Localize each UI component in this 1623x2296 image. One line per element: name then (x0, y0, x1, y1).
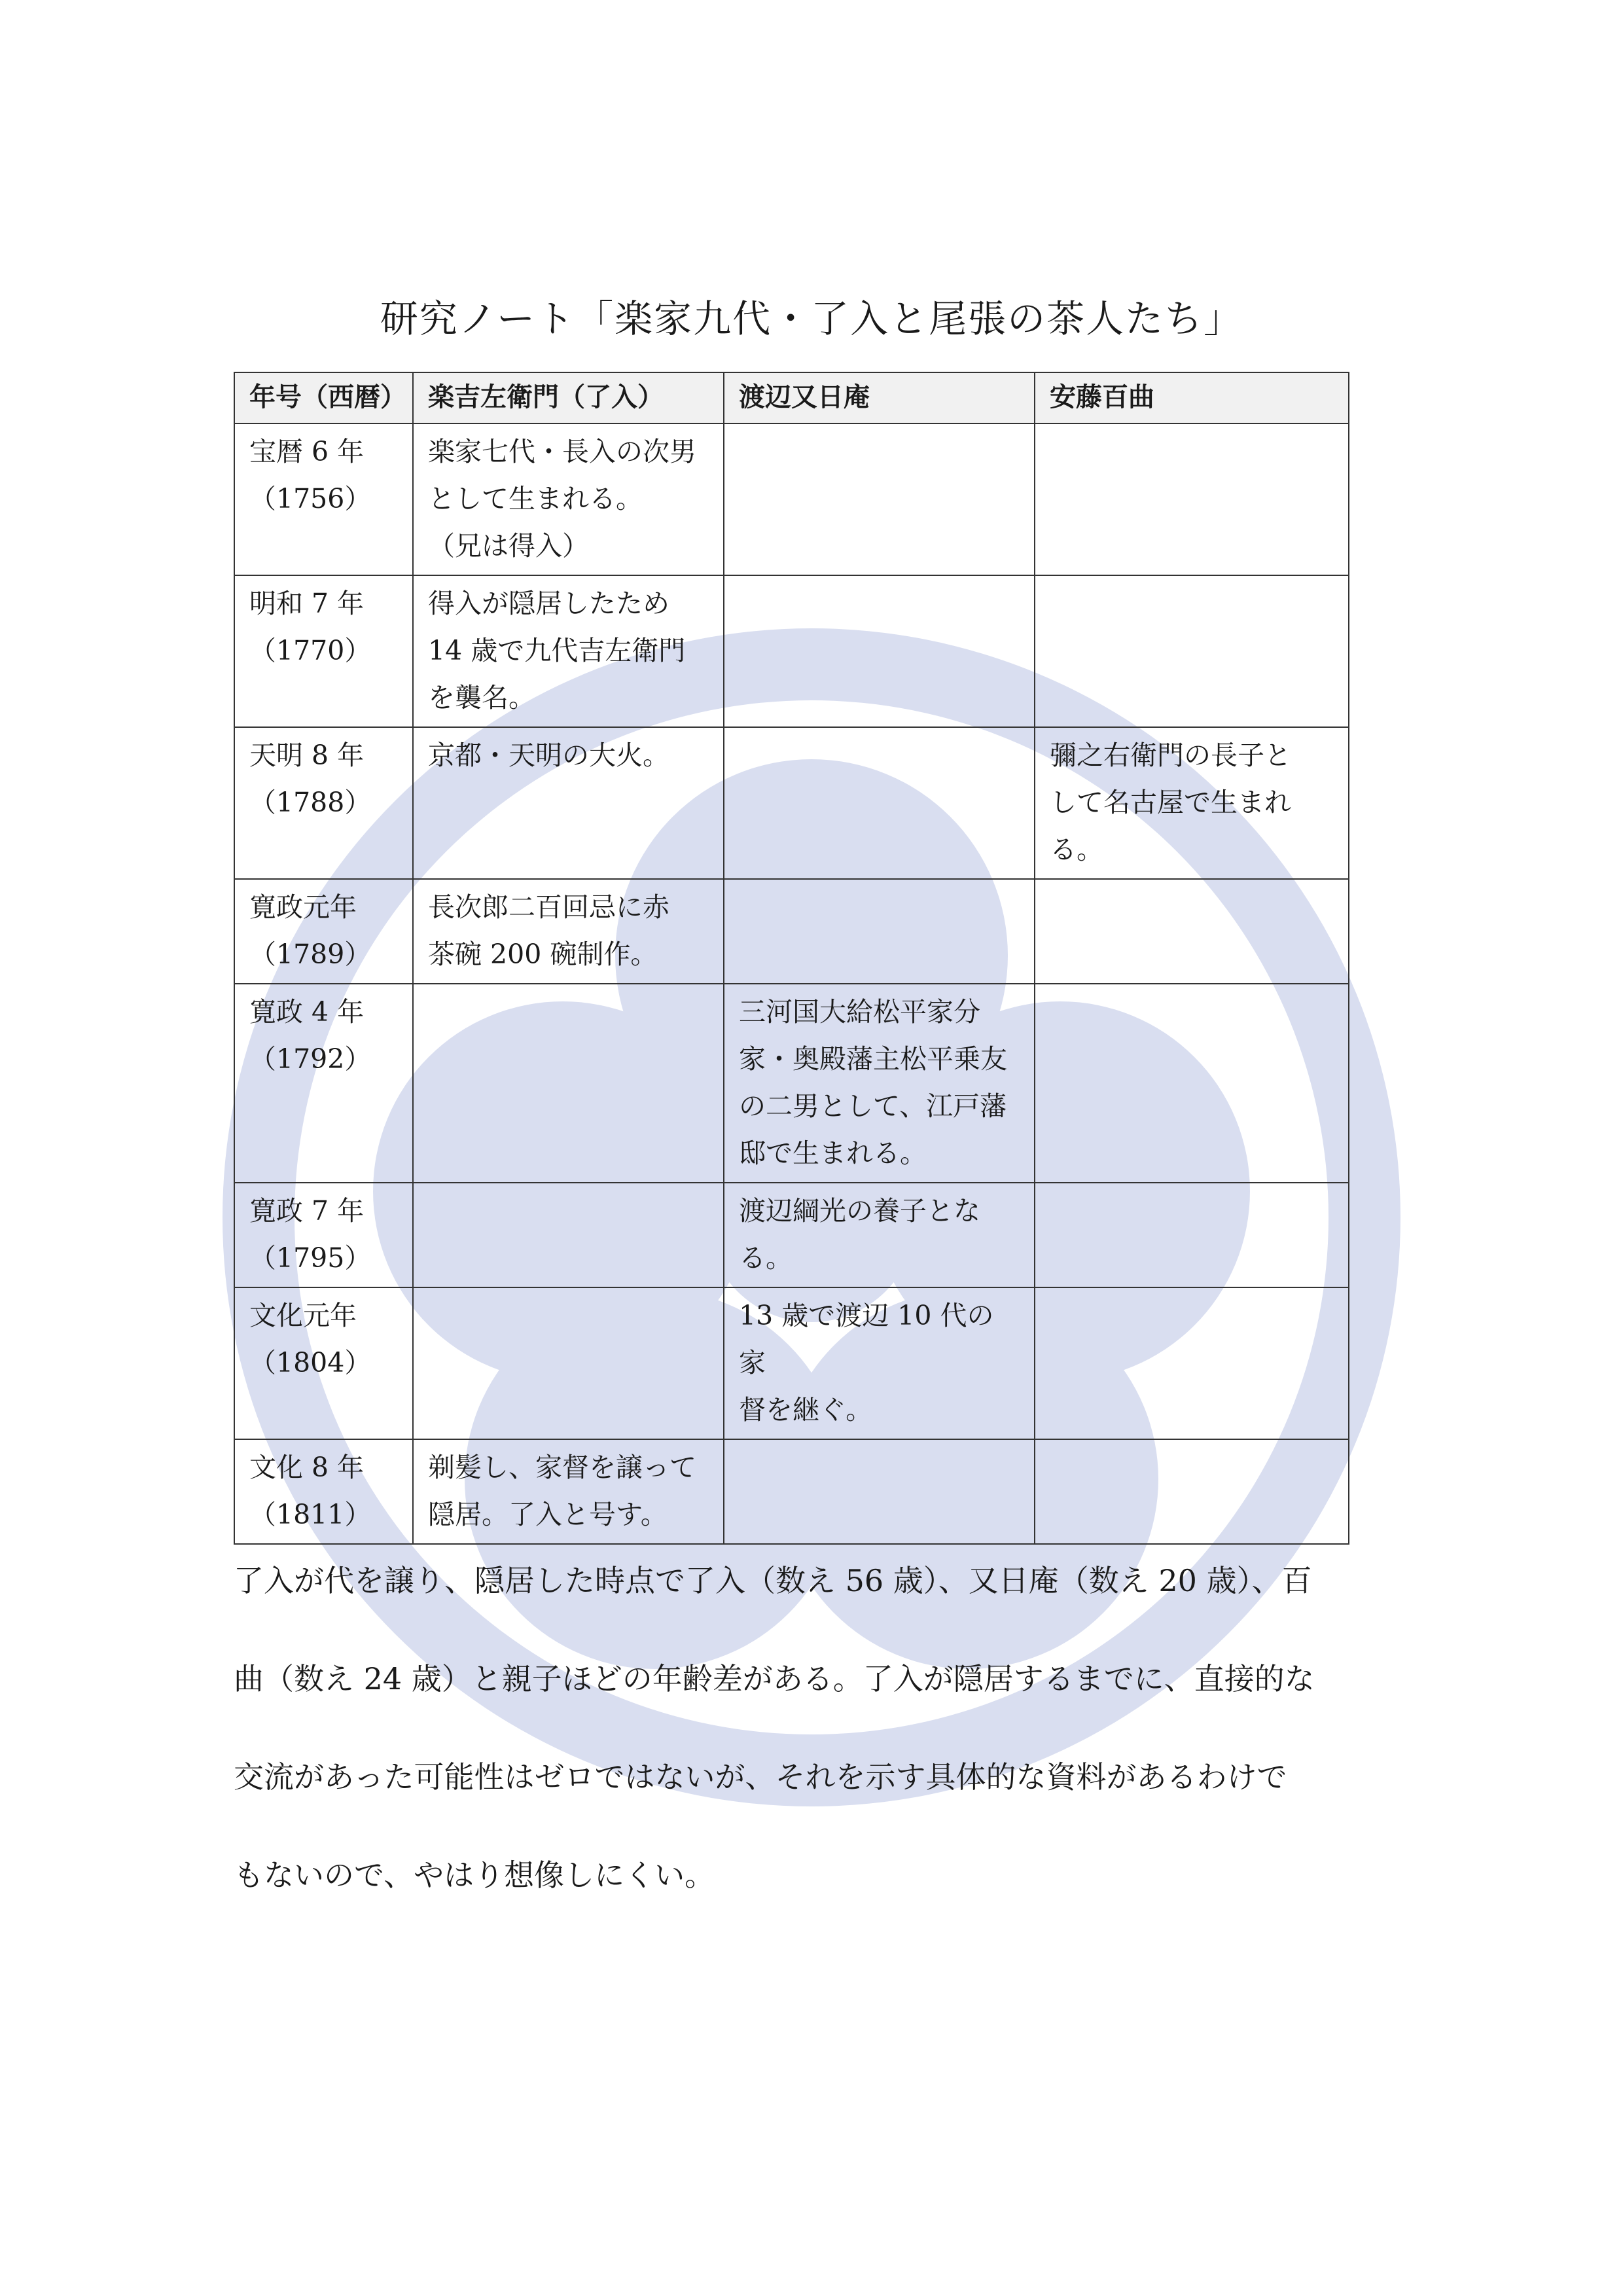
cell-watanabe (724, 1439, 1035, 1544)
cell-watanabe (724, 1287, 1035, 1439)
cell-text: 宝暦 6 年 （1756） (249, 436, 372, 514)
table-row (234, 575, 1349, 727)
cell-text: 寛政 4 年 （1792） (249, 996, 372, 1075)
page-title: 研究ノート「楽家九代・了入と尾張の茶人たち」 (380, 296, 1243, 341)
cell-raku-ryonyu (413, 1183, 724, 1287)
cell-era (234, 1183, 413, 1287)
cell-text: 寛政元年 （1789） (249, 891, 372, 970)
body-line: 交流があった可能性はゼロではないが、それを示す具体的な資料があるわけで (234, 1759, 1287, 1795)
cell-ando (1035, 879, 1349, 984)
table-row (234, 1183, 1349, 1287)
cell-text: 明和 7 年 （1770） (249, 588, 372, 666)
body-line: もないので、やはり想像しにくい。 (234, 1857, 715, 1893)
cell-raku-ryonyu (413, 423, 724, 575)
body-line: 了入が代を譲り、隠居した時点で了入（数え 56 歳）、又日庵（数え 20 歳）、百 (234, 1563, 1312, 1598)
timeline-table (234, 372, 1349, 1545)
cell-text: 彌之右衛門の長子と して名古屋で生まれ る。 (1050, 740, 1291, 865)
cell-text: 得入が隠居したため 14 歳で九代吉左衛門 を襲名。 (428, 588, 686, 713)
cell-text: 文化 8 年 （1811） (249, 1452, 372, 1530)
cell-ando (1035, 1439, 1349, 1544)
cell-ando (1035, 727, 1349, 879)
header-raku-ryonyu: 楽吉左衛門（了入） (413, 372, 724, 423)
cell-text: 天明 8 年 （1788） (249, 740, 372, 818)
cell-text: 13 歳で渡辺 10 代の家 督を継ぐ。 (739, 1300, 994, 1426)
header-watanabe: 渡辺又日庵 (724, 372, 1035, 423)
cell-era (234, 727, 413, 879)
cell-text: 長次郎二百回忌に赤 茶碗 200 碗制作。 (428, 891, 669, 970)
cell-era (234, 575, 413, 727)
cell-text: 剃髪し、家督を譲って 隠居。了入と号す。 (428, 1452, 696, 1530)
cell-era (234, 1439, 413, 1544)
cell-raku-ryonyu (413, 727, 724, 879)
cell-ando (1035, 575, 1349, 727)
table-row (234, 727, 1349, 879)
table-body (234, 423, 1349, 1544)
cell-watanabe (724, 879, 1035, 984)
body-paragraph (234, 1532, 1392, 1924)
cell-raku-ryonyu (413, 879, 724, 984)
cell-ando (1035, 1287, 1349, 1439)
table-row (234, 1287, 1349, 1439)
cell-text: 寛政 7 年 （1795） (249, 1195, 372, 1274)
cell-raku-ryonyu (413, 1287, 724, 1439)
table-header-row (234, 372, 1349, 423)
cell-era (234, 423, 413, 575)
cell-era (234, 879, 413, 984)
cell-watanabe (724, 727, 1035, 879)
header-era: 年号（西暦） (234, 372, 413, 423)
cell-ando (1035, 423, 1349, 575)
table-row (234, 423, 1349, 575)
cell-text: 三河国大給松平家分 家・奥殿藩主松平乗友 の二男として、江戸藩 邸で生まれる。 (739, 996, 1007, 1169)
table-row (234, 1439, 1349, 1544)
cell-era (234, 984, 413, 1183)
cell-watanabe (724, 1183, 1035, 1287)
cell-watanabe (724, 423, 1035, 575)
body-line: 曲（数え 24 歳）と親子ほどの年齢差がある。了入が隠居するまでに、直接的な (234, 1661, 1315, 1696)
cell-ando (1035, 1183, 1349, 1287)
table-row (234, 984, 1349, 1183)
cell-watanabe (724, 984, 1035, 1183)
cell-ando (1035, 984, 1349, 1183)
table-row (234, 879, 1349, 984)
cell-raku-ryonyu (413, 1439, 724, 1544)
cell-era (234, 1287, 413, 1439)
cell-watanabe (724, 575, 1035, 727)
cell-raku-ryonyu (413, 984, 724, 1183)
cell-text: 文化元年 （1804） (249, 1300, 372, 1378)
cell-text: 楽家七代・長入の次男 として生まれる。 （兄は得入） (428, 436, 696, 562)
cell-raku-ryonyu (413, 575, 724, 727)
cell-text: 渡辺綱光の養子とな る。 (739, 1195, 980, 1274)
cell-text: 京都・天明の大火。 (428, 740, 669, 771)
header-ando: 安藤百曲 (1035, 372, 1349, 423)
